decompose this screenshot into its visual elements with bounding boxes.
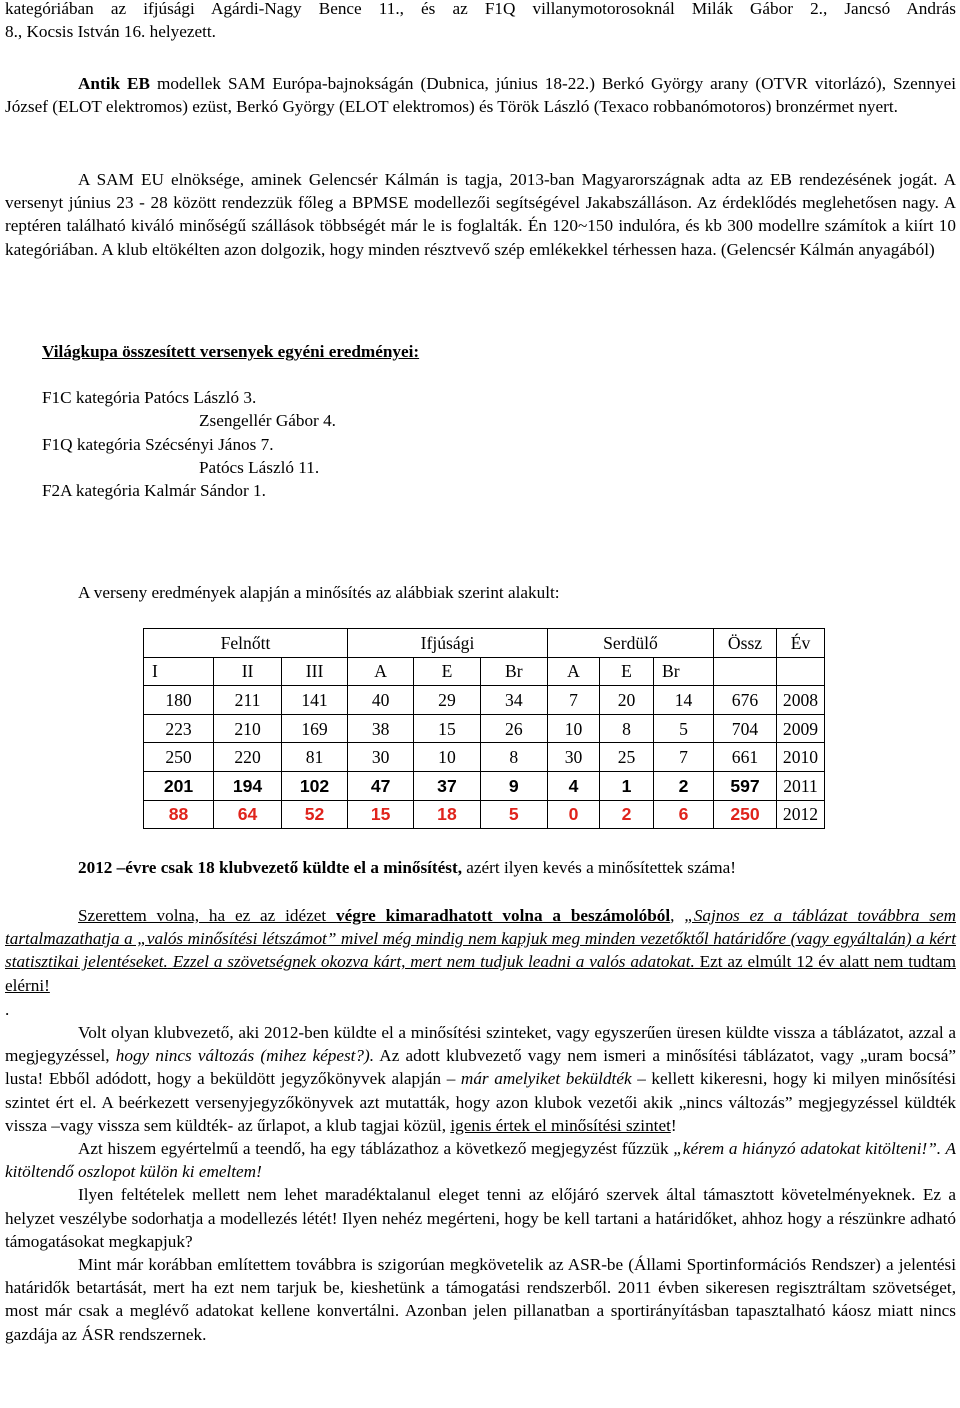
table-cell: 14 xyxy=(654,686,714,715)
subheader-cell: I xyxy=(144,657,214,686)
result-line: F2A kategória Kalmár Sándor 1. xyxy=(42,481,266,501)
table-cell: 34 xyxy=(480,686,547,715)
antik-eb-paragraph xyxy=(5,72,956,118)
table-cell: 0 xyxy=(548,800,600,829)
intro-line-2: 8., Kocsis István 16. helyezett. xyxy=(5,22,216,41)
table-row xyxy=(144,686,825,715)
subheader-cell: II xyxy=(214,657,282,686)
azt-italic: „kérem a hiányzó adatokat kitölteni!”. A kitöltendő oszlopot külön ki emeltem! xyxy=(5,1139,956,1182)
table-cell: 15 xyxy=(348,800,414,829)
table-cell: 223 xyxy=(144,714,214,743)
ilyen-paragraph: Ilyen feltételek mellett nem lehet maradéktalanul eleget tenni az előjáró szervek által támasztott követelményeknek. Ez a helyzet veszélybe sodorhatja a modellezés létét! Ilyen nehéz megérteni, hogy be kell tartani a határidőket, ahhoz hogy a részünkre adható támogatásokat megkapjuk? xyxy=(5,1185,956,1251)
table-cell: 597 xyxy=(714,771,777,800)
table-cell: 201 xyxy=(144,771,214,800)
table-cell: 194 xyxy=(214,771,282,800)
table-cell: 7 xyxy=(548,686,600,715)
table-cell: 29 xyxy=(414,686,480,715)
table-row xyxy=(144,800,825,829)
subheader-cell: E xyxy=(414,657,480,686)
table-cell: 5 xyxy=(480,800,547,829)
intro-line-1: kategóriában az ifjúsági Agárdi-Nagy Bence 11., és az F1Q villanymotorosoknál Milák Gábor 2., Jancsó András xyxy=(5,0,956,18)
quote-paragraph xyxy=(5,904,956,997)
quote-lead: Szerettem volna, ha ez az idézet xyxy=(78,906,337,925)
quote-sep: , xyxy=(670,906,685,925)
worldcup-section xyxy=(5,340,419,502)
table-cell: 9 xyxy=(480,771,547,800)
result-line: F1C kategória Patócs László 3. xyxy=(42,388,257,408)
header-serdulo: Serdülő xyxy=(548,629,714,658)
report-body xyxy=(5,904,956,1346)
table-cell: 37 xyxy=(414,771,480,800)
rating-table xyxy=(143,628,825,829)
table-cell: 141 xyxy=(282,686,348,715)
subheader-cell: Br xyxy=(480,657,547,686)
volt-italic-b: hogy nincs változás (mihez képest?). xyxy=(115,1046,375,1066)
result-line: Zsengellér Gábor 4. xyxy=(199,411,336,431)
note-2012-normal: azért ilyen kevés a minősítettek száma! xyxy=(462,858,736,877)
year-cell: 2008 xyxy=(777,686,825,715)
table-header-row xyxy=(144,629,825,658)
subheader-cell: E xyxy=(600,657,654,686)
antik-eb-text: modellek SAM Európa-bajnokságán (Dubnica, június 18-22.) Berkó György arany (OTVR vitorlázó), Szennyei József (ELOT elektromos) ezüst, Berkó György (ELOT elektromos) és Török László (Texaco robbanómotoros) bronzérmet nyert. xyxy=(5,74,957,117)
header-ev: Év xyxy=(777,629,825,658)
table-cell: 30 xyxy=(348,743,414,772)
table-intro: A verseny eredmények alapján a minősítés az alábbiak szerint alakult: xyxy=(78,583,560,602)
rating-table-body xyxy=(144,686,825,829)
table-cell: 40 xyxy=(348,686,414,715)
table-cell: 250 xyxy=(144,743,214,772)
table-cell: 8 xyxy=(600,714,654,743)
table-subheader-row xyxy=(144,657,825,686)
subheader-cell: Br xyxy=(654,657,714,686)
table-cell: 1 xyxy=(600,771,654,800)
table-row xyxy=(144,714,825,743)
year-cell: 2011 xyxy=(777,771,825,800)
year-cell: 2012 xyxy=(777,800,825,829)
volt-text-c: Az adott klubvezető vagy nem ismeri a minősítési táblázatot, vagy „uram bocsá” lusta! Ebből adódott, hogy a beküldött jegyzőkönyvek alapján – xyxy=(5,1046,956,1089)
table-cell: 180 xyxy=(144,686,214,715)
table-cell: 10 xyxy=(414,743,480,772)
note-2012-bold: 2012 –évre csak 18 klubvezető küldte el a minősítést, xyxy=(78,858,462,877)
azt-text: Azt hiszem egyértelmű a teendő, ha egy táblázathoz a következő megjegyzést fűzzük xyxy=(78,1139,674,1159)
table-cell: 38 xyxy=(348,714,414,743)
subheader-cell xyxy=(777,657,825,686)
table-cell: 10 xyxy=(548,714,600,743)
antik-eb-title: Antik EB xyxy=(78,74,150,93)
quote-italic-2: Ezzel a szövetségnek okozva kárt, mert nem tudjuk leadni a valós adatokat. xyxy=(167,952,695,972)
table-cell: 25 xyxy=(600,743,654,772)
volt-text-g: ! xyxy=(670,1115,677,1135)
table-cell: 704 xyxy=(714,714,777,743)
subheader-cell: A xyxy=(348,657,414,686)
volt-text-a: Volt olyan klubvezető, aki 2012-ben küldte el a minősítési szinteket, vagy egyszerűen üresen küldte vissza a táblázatot, azzal a megjegyzéssel, xyxy=(5,1023,956,1066)
table-cell: 676 xyxy=(714,686,777,715)
table-cell: 2 xyxy=(600,800,654,829)
table-cell: 15 xyxy=(414,714,480,743)
year-cell: 2010 xyxy=(777,743,825,772)
table-cell: 88 xyxy=(144,800,214,829)
table-cell: 52 xyxy=(282,800,348,829)
table-cell: 661 xyxy=(714,743,777,772)
table-cell: 47 xyxy=(348,771,414,800)
subheader-cell: III xyxy=(282,657,348,686)
volt-text-e: – kellett kikeresni, hogy ki milyen minősítési szintet ért el. A beérkezett versenyjegyzőkönyvek azt mutatták, hogy azon klubok vezetői akik „nincs változás” megjegyzéssel küldték vissza –vagy vissza sem küldték- az űrlapot, a klub tagjai közül, xyxy=(5,1069,956,1135)
sam-eu-paragraph: A SAM EU elnöksége, aminek Gelencsér Kálmán is tagja, 2013-ban Magyarországnak adta az EB rendezésének jogát. A versenyt június 23 - 28 között rendezzük főleg a BPMSE modellezői segítségével Jakabszálláson. Az érdeklődés meglehetősen nagy. A reptéren található kiváló minőségű szállások többségét már le is foglalták. Én 120~150 indulóra, és kb 300 modellre számítok a kiírt 10 kategóriában. A klub eltökélten azon dolgozik, hogy minden résztvevő szép emlékekkel térhessen haza. (Gelencsér Kálmán anyagából) xyxy=(5,170,956,259)
quote-italic: „Sajnos ez a táblázat továbbra sem tartalmazathatja a „valós minősítési létszámot” mivel még mindig nem kapjuk meg minden vezetőktől határidőre (vagy egyáltalán) a kért statisztikai jelentéseket. xyxy=(5,906,956,972)
table-cell: 7 xyxy=(654,743,714,772)
header-felnott: Felnőtt xyxy=(144,629,348,658)
year-cell: 2009 xyxy=(777,714,825,743)
worldcup-heading: Világkupa összesített versenyek egyéni eredményei: xyxy=(42,342,420,361)
table-cell: 64 xyxy=(214,800,282,829)
header-ifjusagi: Ifjúsági xyxy=(348,629,548,658)
table-cell: 30 xyxy=(548,743,600,772)
azt-paragraph xyxy=(5,1137,956,1183)
table-cell: 2 xyxy=(654,771,714,800)
table-cell: 211 xyxy=(214,686,282,715)
table-row xyxy=(144,771,825,800)
table-cell: 18 xyxy=(414,800,480,829)
table-cell: 26 xyxy=(480,714,547,743)
table-row xyxy=(144,743,825,772)
subheader-cell: A xyxy=(548,657,600,686)
mint-paragraph: Mint már korábban említettem továbbra is szigorúan megkövetelik az ASR-be (Állami Sportinformációs Rendszer) a jelentési határidők betartását, mert ha ezt nem tarjuk be, kieshetünk a támogatási rendszerből. 2011 évben sikeresen regisztráltam szövetséget, most már csak a meglévő adatokat kellene konvertálni. Azonban jelen pillanatban a sportirányításban tapasztalható káosz miatt nincs gazdája az ÁSR rendszernek. xyxy=(5,1255,956,1344)
worldcup-results xyxy=(42,386,419,502)
table-cell: 102 xyxy=(282,771,348,800)
table-cell: 20 xyxy=(600,686,654,715)
quote-end: Ezt az elmúlt 12 év alatt nem tudtam elérni! xyxy=(5,952,956,995)
subheader-cell xyxy=(714,657,777,686)
table-cell: 220 xyxy=(214,743,282,772)
table-cell: 5 xyxy=(654,714,714,743)
table-cell: 8 xyxy=(480,743,547,772)
quote-bold: végre kimaradhatott volna a beszámolóból xyxy=(336,906,671,925)
result-line: F1Q kategória Szécsényi János 7. xyxy=(42,434,274,454)
volt-italic-d: már amelyiket beküldték xyxy=(460,1069,632,1089)
table-cell: 6 xyxy=(654,800,714,829)
table-cell: 250 xyxy=(714,800,777,829)
note-2012 xyxy=(78,856,736,879)
table-cell: 210 xyxy=(214,714,282,743)
volt-paragraph xyxy=(5,1021,956,1137)
table-cell: 81 xyxy=(282,743,348,772)
volt-underline-f: igenis értek el minősítési szintet xyxy=(450,1115,671,1135)
result-line: Patócs László 11. xyxy=(199,457,320,477)
header-ossz: Össz xyxy=(714,629,777,658)
table-cell: 4 xyxy=(548,771,600,800)
dot-line: . xyxy=(5,999,10,1019)
table-cell: 169 xyxy=(282,714,348,743)
